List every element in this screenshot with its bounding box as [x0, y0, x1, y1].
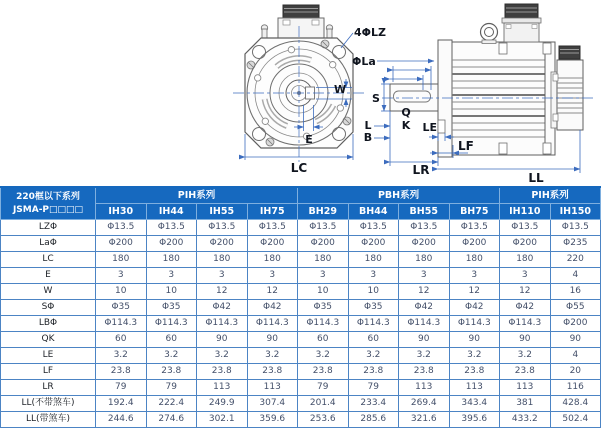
dim-label-lr: LR — [412, 163, 430, 177]
cell-value: 180 — [197, 252, 248, 268]
dim-label-b: B — [363, 131, 373, 144]
cell-value: 12 — [500, 284, 551, 300]
cell-value: 233.4 — [348, 396, 399, 412]
table-row — [1, 332, 601, 348]
cell-value: 192.4 — [96, 396, 147, 412]
dim-label-lc: LC — [290, 161, 308, 175]
cell-value: Φ114.3 — [500, 316, 551, 332]
cell-value: 12 — [449, 284, 500, 300]
cell-value: 307.4 — [247, 396, 298, 412]
eye-bolt-icon — [481, 24, 498, 44]
cell-value: Φ200 — [348, 236, 399, 252]
col-header-IH44: IH44 — [146, 204, 197, 220]
series-group-header-3: PIH系列 — [500, 187, 601, 204]
cell-value: 3.2 — [298, 348, 349, 364]
cell-value: 180 — [348, 252, 399, 268]
cell-value: 23.8 — [399, 364, 450, 380]
row-label: LL(不带煞车) — [1, 396, 96, 412]
cell-value: 113 — [197, 380, 248, 396]
row-label: LE — [1, 348, 96, 364]
cell-value: 10 — [146, 284, 197, 300]
table-row — [1, 364, 601, 380]
cell-value: Φ13.5 — [298, 220, 349, 236]
cell-value: 220 — [550, 252, 601, 268]
cell-value: 502.4 — [550, 412, 601, 428]
cell-value: 60 — [146, 332, 197, 348]
cell-value: 180 — [298, 252, 349, 268]
col-header-IH75: IH75 — [247, 204, 298, 220]
cell-value: Φ200 — [500, 236, 551, 252]
row-label: QK — [1, 332, 96, 348]
cell-value: 113 — [500, 380, 551, 396]
row-label: LL(带煞车) — [1, 412, 96, 428]
table-row — [1, 348, 601, 364]
cell-value: Φ35 — [96, 300, 147, 316]
corner-header-line1: 220框以下系列 — [16, 192, 80, 203]
cell-value: 10 — [96, 284, 147, 300]
spec-table — [0, 186, 601, 428]
cell-value: 180 — [449, 252, 500, 268]
cell-value: 321.6 — [399, 412, 450, 428]
cell-value: 23.8 — [348, 364, 399, 380]
cell-value: 180 — [247, 252, 298, 268]
cell-value: Φ114.3 — [96, 316, 147, 332]
cell-value: Φ114.3 — [247, 316, 298, 332]
row-label: LaΦ — [1, 236, 96, 252]
col-header-BH75: BH75 — [449, 204, 500, 220]
cell-value: 3.2 — [399, 348, 450, 364]
cell-value: Φ200 — [247, 236, 298, 252]
table-row — [1, 396, 601, 412]
cell-value: 90 — [197, 332, 248, 348]
cell-value: Φ13.5 — [197, 220, 248, 236]
cell-value: 20 — [550, 364, 601, 380]
dim-label-s: S — [372, 92, 380, 105]
row-label: LF — [1, 364, 96, 380]
series-group-header-1: PIH系列 — [96, 187, 298, 204]
cell-value: 12 — [247, 284, 298, 300]
cell-value: 3.2 — [247, 348, 298, 364]
encoder-icon — [551, 46, 583, 130]
cell-value: Φ42 — [399, 300, 450, 316]
dim-label-la: ΦLa — [352, 55, 376, 68]
row-label: SΦ — [1, 300, 96, 316]
cell-value: 10 — [348, 284, 399, 300]
cell-value: Φ13.5 — [449, 220, 500, 236]
cell-value: 23.8 — [298, 364, 349, 380]
cell-value: 180 — [500, 252, 551, 268]
cell-value: Φ200 — [449, 236, 500, 252]
cell-value: 285.6 — [348, 412, 399, 428]
cell-value: 3 — [197, 268, 248, 284]
cell-value: Φ200 — [399, 236, 450, 252]
cell-value: 4 — [550, 268, 601, 284]
row-label: W — [1, 284, 96, 300]
cell-value: 3 — [500, 268, 551, 284]
cell-value: 90 — [500, 332, 551, 348]
row-label: E — [1, 268, 96, 284]
cell-value: 23.8 — [500, 364, 551, 380]
table-row — [1, 220, 601, 236]
cell-value: Φ200 — [146, 236, 197, 252]
cell-value: 4 — [550, 348, 601, 364]
cell-value: 113 — [247, 380, 298, 396]
cell-value: 274.6 — [146, 412, 197, 428]
cell-value: Φ200 — [96, 236, 147, 252]
cell-value: Φ200 — [550, 316, 601, 332]
cell-value: 113 — [449, 380, 500, 396]
cell-value: 3.2 — [500, 348, 551, 364]
table-row — [1, 412, 601, 428]
cell-value: 3 — [449, 268, 500, 284]
cell-value: 3.2 — [348, 348, 399, 364]
cell-value: 302.1 — [197, 412, 248, 428]
cell-value: 180 — [399, 252, 450, 268]
cell-value: Φ42 — [197, 300, 248, 316]
dim-label-ll: LL — [528, 171, 544, 185]
cell-value: 381 — [500, 396, 551, 412]
pilot-step — [438, 120, 445, 133]
cell-value: Φ55 — [550, 300, 601, 316]
cell-value: 60 — [298, 332, 349, 348]
cell-value: Φ35 — [298, 300, 349, 316]
cell-value: Φ114.3 — [197, 316, 248, 332]
cell-value: 79 — [348, 380, 399, 396]
table-row — [1, 316, 601, 332]
corner-header-line2: JSMA-P□□□□ — [12, 204, 84, 215]
cell-value: 23.8 — [197, 364, 248, 380]
engineering-drawing — [0, 0, 600, 186]
dim-label-k: K — [401, 119, 411, 132]
cell-value: 3.2 — [197, 348, 248, 364]
cell-value: 433.2 — [500, 412, 551, 428]
dim-label-l: L — [364, 119, 372, 132]
cell-value: 3 — [298, 268, 349, 284]
cell-value: Φ13.5 — [348, 220, 399, 236]
cell-value: 3.2 — [96, 348, 147, 364]
dim-label-4lz: 4ΦLZ — [354, 26, 386, 39]
cell-value: Φ235 — [550, 236, 601, 252]
cell-value: 90 — [449, 332, 500, 348]
cell-value: Φ114.3 — [348, 316, 399, 332]
cell-value: 79 — [298, 380, 349, 396]
col-header-IH30: IH30 — [96, 204, 147, 220]
cell-value: Φ114.3 — [449, 316, 500, 332]
cell-value: 116 — [550, 380, 601, 396]
cell-value: Φ42 — [247, 300, 298, 316]
cell-value: 269.4 — [399, 396, 450, 412]
row-label: LBΦ — [1, 316, 96, 332]
col-header-IH55: IH55 — [197, 204, 248, 220]
table-row — [1, 284, 601, 300]
col-header-IH150: IH150 — [550, 204, 601, 220]
cell-value: Φ13.5 — [399, 220, 450, 236]
cell-value: 113 — [399, 380, 450, 396]
cell-value: 3 — [399, 268, 450, 284]
cell-value: 10 — [298, 284, 349, 300]
cell-value: 90 — [247, 332, 298, 348]
cell-value: 23.8 — [449, 364, 500, 380]
cell-value: 180 — [96, 252, 147, 268]
cell-value: 222.4 — [146, 396, 197, 412]
cell-value: Φ13.5 — [247, 220, 298, 236]
cell-value: Φ114.3 — [146, 316, 197, 332]
table-row — [1, 236, 601, 252]
cell-value: 244.6 — [96, 412, 147, 428]
cell-value: 60 — [96, 332, 147, 348]
dim-label-q: Q — [401, 106, 411, 119]
cell-value: Φ42 — [449, 300, 500, 316]
cell-value: 79 — [146, 380, 197, 396]
cell-value: 249.9 — [197, 396, 248, 412]
dim-label-w: W — [334, 83, 347, 96]
cell-value: Φ114.3 — [298, 316, 349, 332]
cell-value: 3.2 — [146, 348, 197, 364]
table-row — [1, 300, 601, 316]
cell-value: 428.4 — [550, 396, 601, 412]
cell-value: 60 — [348, 332, 399, 348]
header-row-groups — [1, 187, 601, 204]
table-row — [1, 252, 601, 268]
col-header-BH29: BH29 — [298, 204, 349, 220]
cell-value: 201.4 — [298, 396, 349, 412]
col-header-BH44: BH44 — [348, 204, 399, 220]
cell-value: 90 — [399, 332, 450, 348]
side-view-drawing — [364, 4, 596, 185]
row-label: LZΦ — [1, 220, 96, 236]
key-slot — [394, 91, 431, 102]
dim-label-e: E — [305, 133, 313, 146]
series-group-header-2: PBH系列 — [298, 187, 500, 204]
cell-value: Φ35 — [348, 300, 399, 316]
cell-value: Φ200 — [298, 236, 349, 252]
corner-header — [1, 187, 96, 220]
cell-value: 16 — [550, 284, 601, 300]
cell-value: 343.4 — [449, 396, 500, 412]
connector-side-icon — [502, 4, 541, 42]
cell-value: 3 — [247, 268, 298, 284]
col-header-IH110: IH110 — [500, 204, 551, 220]
cell-value: Φ13.5 — [96, 220, 147, 236]
row-label: LR — [1, 380, 96, 396]
cell-value: 180 — [146, 252, 197, 268]
cell-value: 23.8 — [146, 364, 197, 380]
cell-value: 359.6 — [247, 412, 298, 428]
table-head — [1, 187, 601, 220]
cell-value: Φ35 — [146, 300, 197, 316]
cell-value: 90 — [550, 332, 601, 348]
cell-value: Φ114.3 — [399, 316, 450, 332]
cell-value: 23.8 — [96, 364, 147, 380]
cell-value: Φ13.5 — [550, 220, 601, 236]
cell-value: 3.2 — [449, 348, 500, 364]
cell-value: Φ13.5 — [500, 220, 551, 236]
cell-value: 3 — [96, 268, 147, 284]
row-label: LC — [1, 252, 96, 268]
table-row — [1, 380, 601, 396]
cell-value: 3 — [146, 268, 197, 284]
cell-value: 79 — [96, 380, 147, 396]
col-header-BH55: BH55 — [399, 204, 450, 220]
cell-value: 23.8 — [247, 364, 298, 380]
cell-value: Φ200 — [197, 236, 248, 252]
cell-value: 395.6 — [449, 412, 500, 428]
cell-value: Φ13.5 — [146, 220, 197, 236]
table-body — [1, 220, 601, 428]
cell-value: 12 — [399, 284, 450, 300]
table-row — [1, 268, 601, 284]
cell-value: 3 — [348, 268, 399, 284]
dim-label-lf: LF — [458, 139, 474, 153]
cell-value: Φ42 — [500, 300, 551, 316]
cell-value: 12 — [197, 284, 248, 300]
dim-label-le: LE — [422, 121, 437, 134]
cell-value: 253.6 — [298, 412, 349, 428]
